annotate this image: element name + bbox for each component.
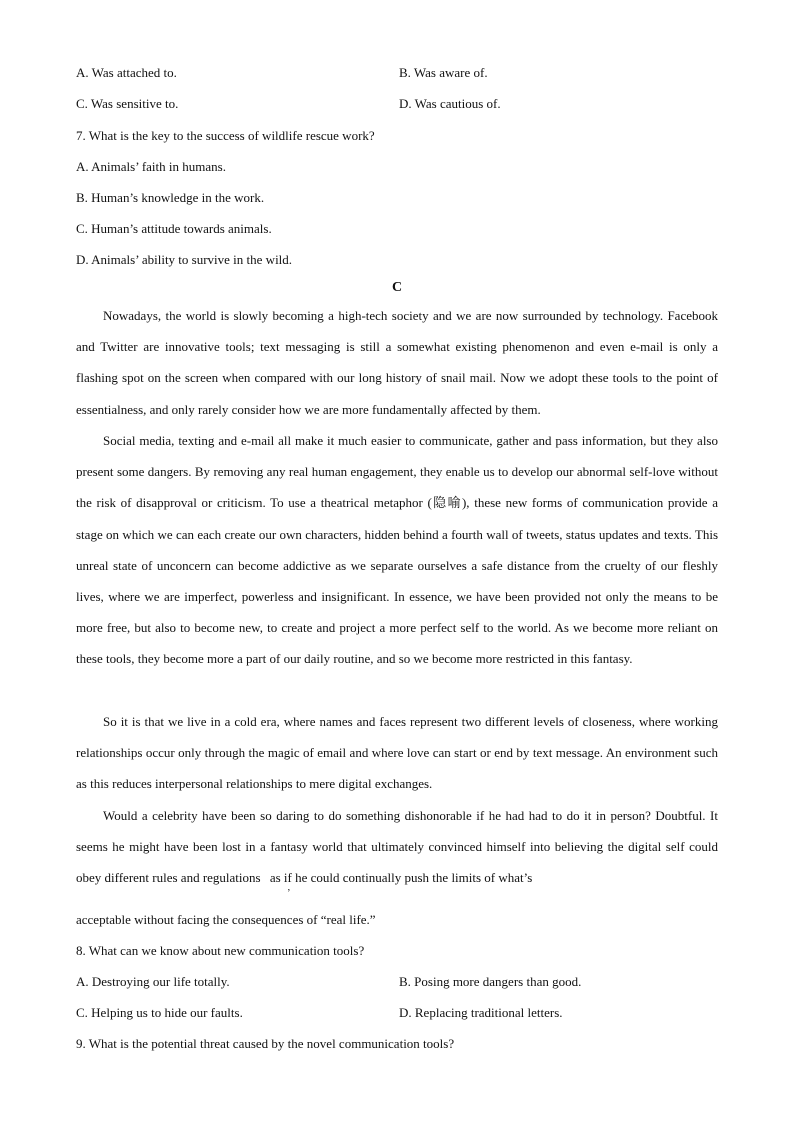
q7-option-b: B. Human’s knowledge in the work.	[76, 190, 265, 205]
q6-option-b: B. Was aware of.	[399, 65, 488, 80]
q6-option-a: A. Was attached to.	[76, 65, 177, 80]
q6-option-c: C. Was sensitive to.	[76, 96, 179, 111]
q7-option-d: D. Animals’ ability to survive in the wild.	[76, 252, 293, 267]
passage-paragraph-4	[76, 800, 718, 894]
q6-option-d: D. Was cautious of.	[399, 96, 501, 111]
q7-question: 7. What is the key to the success of wildlife rescue work?	[76, 128, 375, 143]
q8-option-c: C. Helping us to hide our faults.	[76, 1005, 243, 1020]
passage-paragraph-3: So it is that we live in a cold era, where names and faces represent two different levels of closeness, where working relationships occur only through the magic of email and where love can start or end by text message. An environment such as this reduces interpersonal relationships to mere digital exchanges.	[76, 714, 718, 792]
q9-question: 9. What is the potential threat caused by the novel communication tools?	[76, 1036, 455, 1051]
passage-paragraph-1: Nowadays, the world is slowly becoming a high-tech society and we are now surrounded by technology. Facebook and Twitter are innovative tools; text messaging is still a somewhat existing phenomenon and even e-mail is only a flashing spot on the screen when compared with our long history of snail mail. Now we adopt these tools to the point of essentialness, and only rarely consider how we are more fundamentally affected by them.	[76, 308, 718, 417]
q7-option-c: C. Human’s attitude towards animals.	[76, 221, 272, 236]
paragraph-4-mark: ,	[287, 882, 291, 894]
paragraph-4-body: Would a celebrity have been so daring to do something dishonorable if he had had to do it in person? Doubtful. It seems he might have been lost in a fantasy world that ultimately convinced himself into believing the digital self could obey different rules and regulations	[76, 808, 718, 886]
q7-option-a: A. Animals’ faith in humans.	[76, 159, 226, 174]
passage-paragraph-2: Social media, texting and e-mail all make it much easier to communicate, gather and pass information, but they also present some dangers. By removing any real human engagement, they enable us to develop our abnormal self-love without the risk of disapproval or criticism. To use a theatrical metaphor (隐喻), these new forms of communication provide a stage on which we can each create our own characters, hidden behind a fourth wall of tweets, status updates and texts. This unreal state of unconcern can become addictive as we separate ourselves a safe distance from the cruelty of our fleshly lives, where we are imperfect, powerless and insignificant. In essence, we have been provided not only the means to be more free, but also to become new, to create and project a more perfect self to the world. As we become more reliant on these tools, they become more a part of our daily routine, and so we become more restricted in this fantasy.	[76, 433, 718, 667]
q8-option-a: A. Destroying our life totally.	[76, 974, 230, 989]
paragraph-4-tail: as if he could continually push the limits of what’s	[266, 870, 533, 886]
q8-question: 8. What can we know about new communication tools?	[76, 943, 365, 958]
q8-option-d: D. Replacing traditional letters.	[399, 1005, 563, 1020]
section-title: C	[391, 280, 403, 295]
paragraph-4-last-line: acceptable without facing the consequences of “real life.”	[76, 912, 376, 927]
q8-option-b: B. Posing more dangers than good.	[399, 974, 582, 989]
